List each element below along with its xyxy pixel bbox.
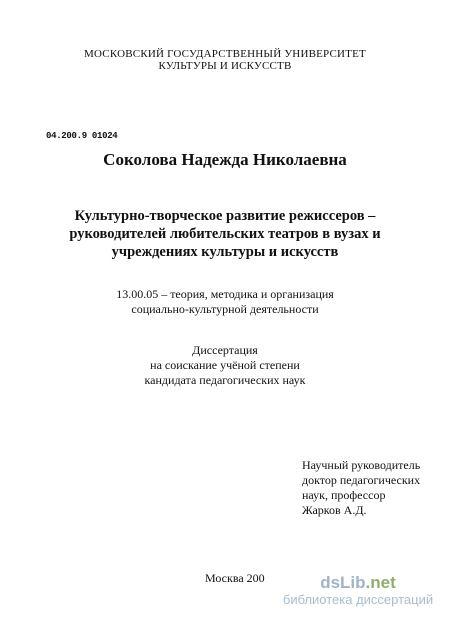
supervisor-degree-line1: доктор педагогических — [302, 473, 421, 487]
supervisor-degree-line2: наук, профессор — [302, 488, 386, 502]
author-name: Соколова Надежда Николаевна — [103, 150, 347, 169]
dissertation-title-line3: учреждениях культуры и искусств — [111, 244, 339, 260]
dissertation-type: Диссертация — [192, 343, 258, 357]
specialty-line1: 13.00.05 – теория, методика и организация — [116, 287, 334, 301]
watermark — [274, 573, 442, 608]
degree-line1: на соискание учёной степени — [150, 358, 300, 372]
university-name-line2: КУЛЬТУРЫ И ИСКУССТВ — [158, 60, 292, 72]
specialty-line2: социально-культурной деятельности — [131, 302, 319, 316]
watermark-subtitle: библиотека диссертаций — [282, 592, 434, 607]
supervisor-label: Научный руководитель — [302, 458, 421, 472]
dissertation-title-line2: руководителей любительских театров в вузах и — [69, 226, 381, 242]
watermark-brand-tld: .net — [365, 573, 396, 592]
watermark-brand-main: dsLib — [320, 573, 366, 592]
dissertation-title-line1: Культурно-творческое развитие режиссеров – — [74, 208, 376, 224]
archive-code: 04.200.9 01024 — [46, 131, 118, 141]
degree-line2: кандидата педагогических наук — [144, 373, 306, 387]
city-year: Москва 200 — [205, 571, 265, 585]
university-name-line1: МОСКОВСКИЙ ГОСУДАРСТВЕННЫЙ УНИВЕРСИТЕТ — [84, 48, 366, 60]
watermark-brand — [274, 573, 442, 592]
supervisor-name: Жарков А.Д. — [302, 503, 367, 517]
